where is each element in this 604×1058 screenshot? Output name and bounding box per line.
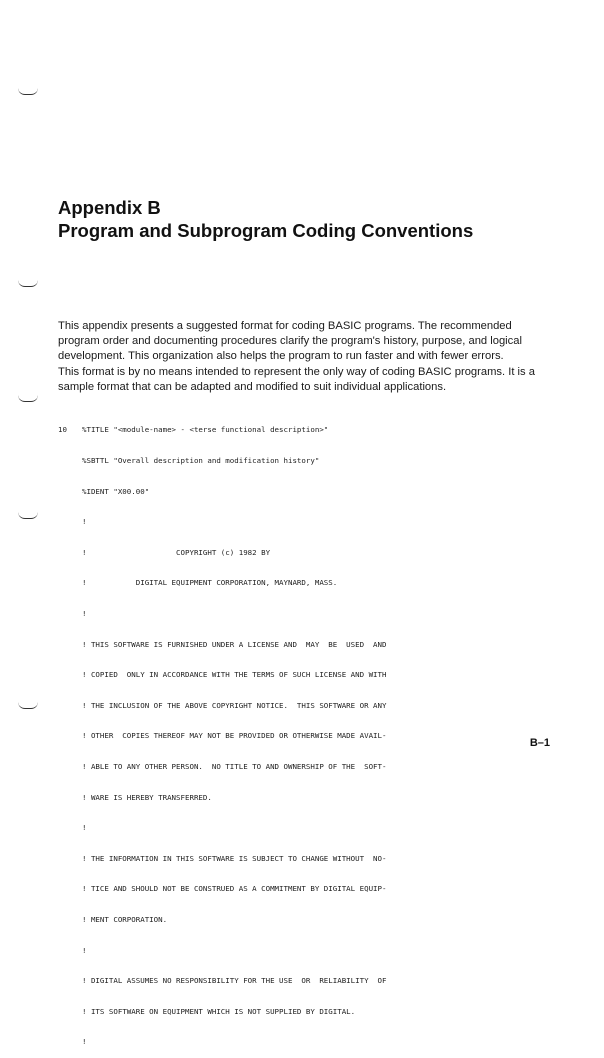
- code-line: %SBTTL "Overall description and modification history": [82, 456, 320, 465]
- chapter-title: [58, 196, 473, 242]
- code-line: !: [82, 945, 87, 955]
- code-line: !: [82, 823, 87, 833]
- code-line: ! OTHER COPIES THEREOF MAY NOT BE PROVIDED OR OTHERWISE MADE AVAIL-: [82, 731, 387, 741]
- code-line: ! THE INCLUSION OF THE ABOVE COPYRIGHT NOTICE. THIS SOFTWARE OR ANY: [82, 700, 387, 710]
- code-line: 10 %TITLE "<module-name> - <terse functional description>": [58, 425, 329, 435]
- appendix-label: Appendix B: [58, 197, 161, 218]
- code-line: ! WARE IS HEREBY TRANSFERRED.: [82, 792, 212, 802]
- code-line: ! DIGITAL ASSUMES NO RESPONSIBILITY FOR THE USE OR RELIABILITY OF: [82, 976, 387, 986]
- code-line: ! THE INFORMATION IN THIS SOFTWARE IS SUBJECT TO CHANGE WITHOUT NO-: [82, 853, 387, 863]
- binding-mark-1: [18, 88, 38, 95]
- appendix-title: Program and Subprogram Coding Conventions: [58, 220, 474, 241]
- code-line: ! MENT CORPORATION.: [82, 914, 168, 924]
- code-line: !: [82, 517, 87, 527]
- binding-mark-4: [18, 512, 38, 519]
- format-paragraph: This format is by no means intended to represent the only way of coding BASIC programs. It is a sample format that can be adapted and modified to suit individual applications.: [58, 366, 535, 393]
- binding-mark-3: [18, 395, 38, 402]
- code-line: ! DIGITAL EQUIPMENT CORPORATION, MAYNARD, MASS.: [82, 578, 338, 588]
- code-line: ! ABLE TO ANY OTHER PERSON. NO TITLE TO AND OWNERSHIP OF THE SOFT-: [82, 761, 387, 771]
- code-line-number: 10: [58, 425, 67, 435]
- binding-mark-5: [18, 702, 38, 709]
- code-line: ! TICE AND SHOULD NOT BE CONSTRUED AS A COMMITMENT BY DIGITAL EQUIP-: [82, 884, 387, 894]
- code-line: ! COPYRIGHT (c) 1982 BY: [82, 547, 271, 557]
- code-line: !: [82, 608, 87, 618]
- code-line: ! THIS SOFTWARE IS FURNISHED UNDER A LICENSE AND MAY BE USED AND: [82, 639, 387, 649]
- binding-mark-2: [18, 280, 38, 287]
- code-line: !: [82, 1037, 87, 1047]
- intro-paragraph: This appendix presents a suggested format for coding BASIC programs. The recommended program order and documenting procedures clarify the program's history, purpose, and logical development. This organization also helps the program to run faster and with fewer errors.: [58, 320, 522, 362]
- code-line: %IDENT "X00.00": [82, 486, 150, 496]
- page-number: B–1: [529, 737, 550, 749]
- code-listing: [58, 405, 568, 1058]
- code-line: ! COPIED ONLY IN ACCORDANCE WITH THE TERMS OF SUCH LICENSE AND WITH: [82, 670, 387, 680]
- code-line: ! ITS SOFTWARE ON EQUIPMENT WHICH IS NOT SUPPLIED BY DIGITAL.: [82, 1006, 356, 1016]
